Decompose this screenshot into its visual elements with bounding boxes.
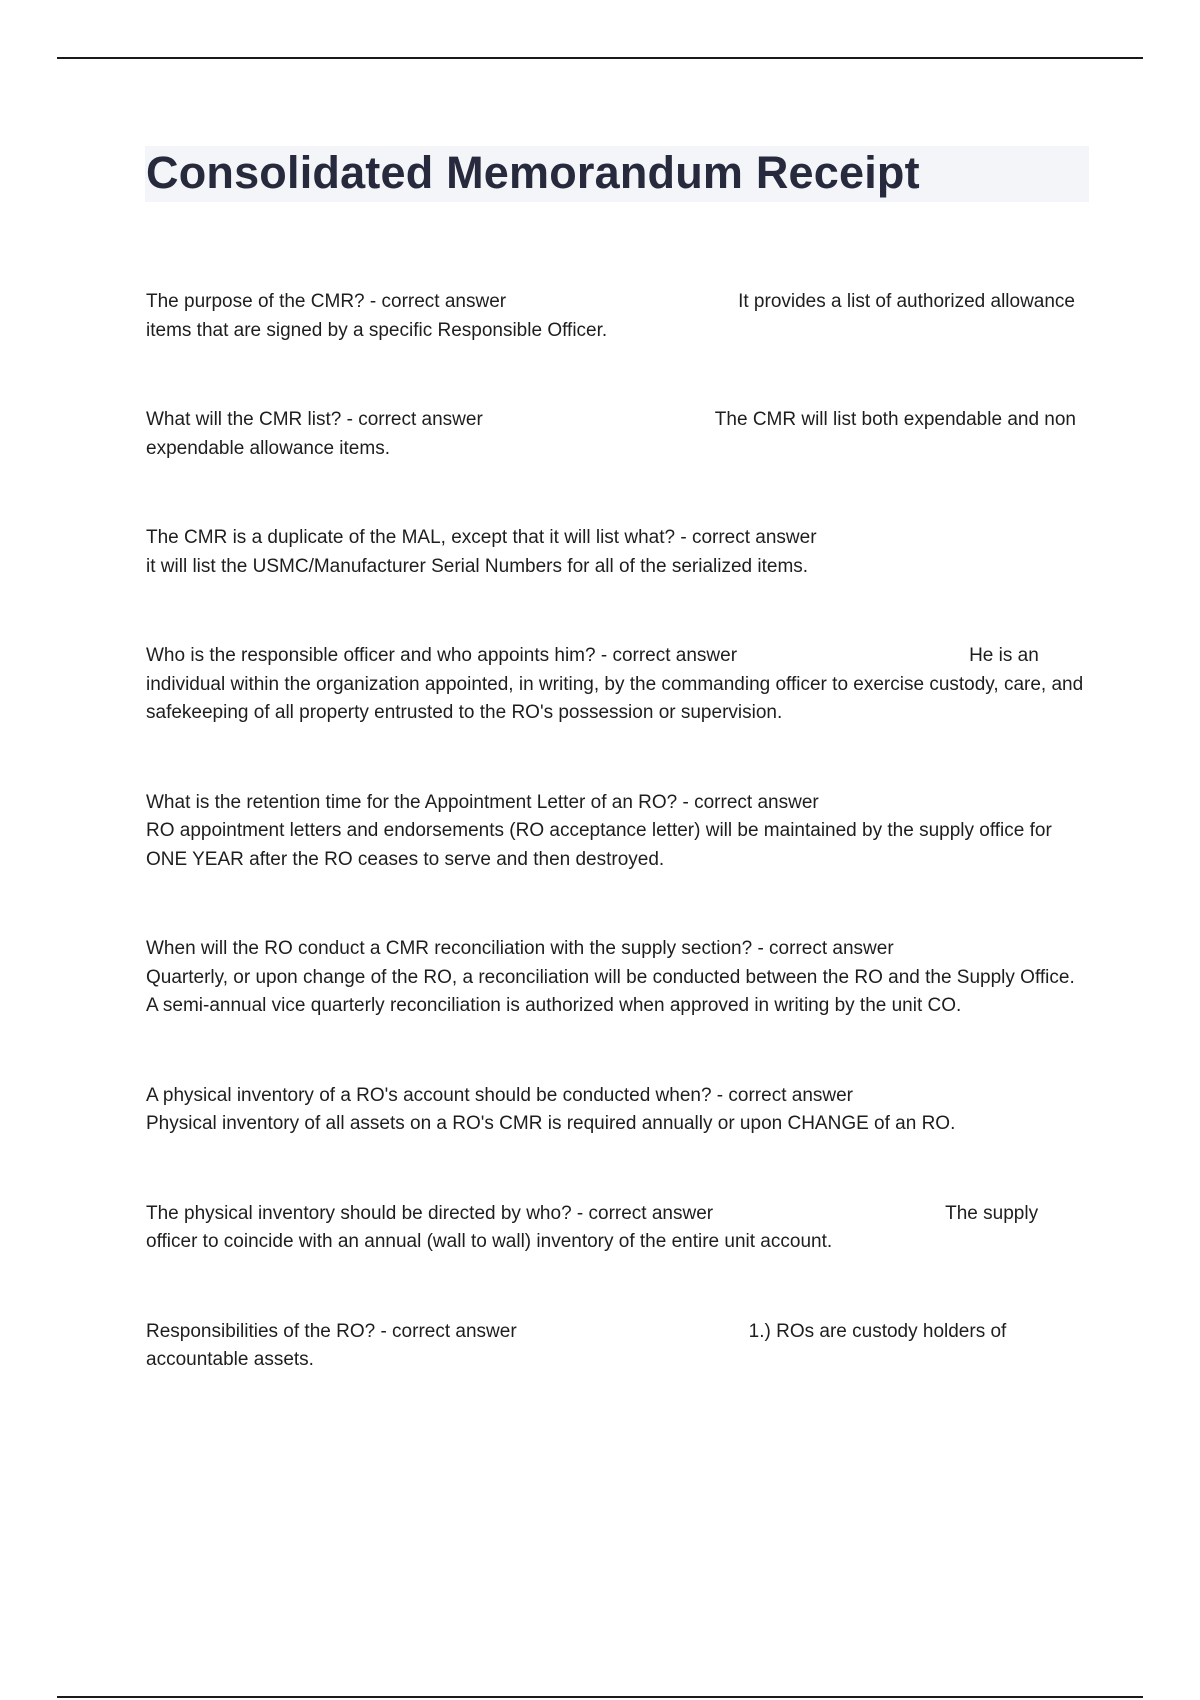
qa-answer: it will list the USMC/Manufacturer Serial Numbers for all of the serialized items.	[146, 555, 809, 577]
qa-answer: Quarterly, or upon change of the RO, a reconciliation will be conducted between the RO and the Supply Office. A semi-annual vice quarterly reconciliation is authorized when approved in writing by the unit CO.	[146, 966, 1075, 1016]
qa-item	[146, 1082, 1086, 1139]
qa-answer: The supply officer to coincide with an annual (wall to wall) inventory of the entire unit account.	[146, 1202, 1039, 1252]
qa-question: The CMR is a duplicate of the MAL, except that it will list what? - correct answer	[146, 527, 817, 548]
qa-answer: RO appointment letters and endorsements (RO acceptance letter) will be maintained by the supply office for ONE YEAR after the RO ceases to serve and then destroyed.	[146, 820, 1052, 870]
qa-item	[146, 642, 1086, 728]
qa-question: The purpose of the CMR? - correct answer	[146, 291, 507, 312]
qa-list	[146, 288, 1086, 1436]
qa-item	[146, 288, 1086, 345]
top-rule	[57, 57, 1143, 59]
qa-item	[146, 1200, 1086, 1257]
qa-answer: 1.) ROs are custody holders of accountable assets.	[146, 1320, 1007, 1370]
qa-item	[146, 789, 1086, 875]
qa-question: Responsibilities of the RO? - correct answer	[146, 1320, 517, 1342]
qa-answer: The CMR will list both expendable and non expendable allowance items.	[146, 409, 1077, 459]
qa-answer: It provides a list of authorized allowance items that are signed by a specific Responsible Officer.	[146, 291, 1076, 341]
qa-item	[146, 935, 1086, 1021]
page-title: Consolidated Memorandum Receipt	[146, 147, 920, 198]
qa-question: What will the CMR list? - correct answer	[146, 409, 483, 430]
qa-question: A physical inventory of a RO's account should be conducted when? - correct answer	[146, 1084, 854, 1106]
qa-item	[146, 524, 1086, 581]
bottom-rule	[57, 1696, 1143, 1698]
qa-answer: Physical inventory of all assets on a RO's CMR is required annually or upon CHANGE of an RO.	[146, 1113, 956, 1134]
qa-item	[146, 1318, 1086, 1375]
qa-question: Who is the responsible officer and who appoints him? - correct answer	[146, 645, 738, 666]
qa-question: The physical inventory should be directed by who? - correct answer	[146, 1202, 714, 1224]
qa-answer: He is an individual within the organization appointed, in writing, by the commanding officer to exercise custody, care, and safekeeping of all property entrusted to the RO's possession or supervision.	[146, 645, 1084, 723]
qa-question: What is the retention time for the Appointment Letter of an RO? - correct answer	[146, 791, 819, 813]
qa-item	[146, 406, 1086, 463]
qa-question: When will the RO conduct a CMR reconciliation with the supply section? - correct answer	[146, 938, 894, 959]
